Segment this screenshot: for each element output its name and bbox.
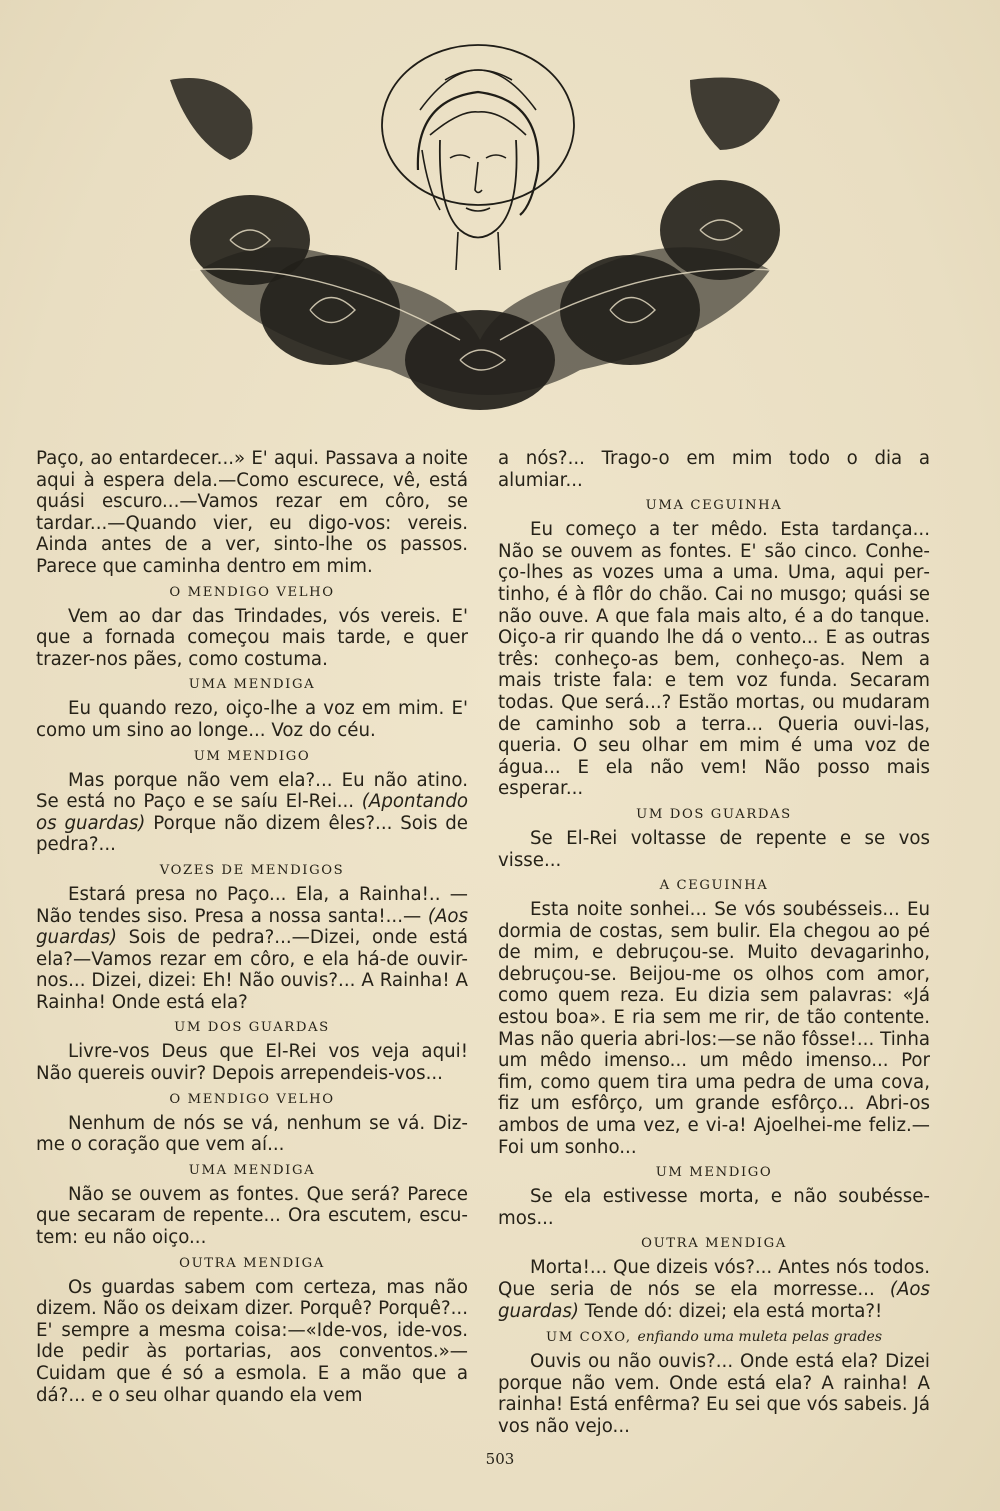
paragraph: Se ela estivesse morta, e não soubéssemos... — [498, 1186, 930, 1229]
paragraph: a nós?... Trago-o em mim todo o dia a alumiar... — [498, 448, 930, 491]
right-text-column — [498, 448, 930, 1440]
speaker-heading: UM MENDIGO — [193, 748, 311, 764]
paragraph: Vem ao dar das Trindades, vós vereis. E' que a fornada começou mais tarde, e quer trazer-nos pães, como costuma. — [36, 605, 468, 670]
paragraph: Eu começo a ter mêdo. Esta tardança... Não se ouvem as fontes. E' são cinco. Conheço-lhes as vozes uma a uma. Uma, aqui pertinho, é à flôr do chão. Cai no musgo; quási se não ouve. A que fala mais alto, é a do tanque. Oiço-a rir quando lhe dá o vento... E as outras três: conheço-as bem, conheço-as. Nem a mais triste fala: e tem voz funda. Secaram todas. Que será...? Estão mortas, ou mudaram de caminho sob a terra... Queria ouvi-las, queria. O seu olhar em mim é uma voz de água... E ela não vem! Não posso mais esperar... — [498, 519, 930, 800]
stage-direction: (Aos guardas) — [498, 1279, 930, 1322]
speaker-heading: VOZES DE MENDIGOS — [159, 862, 345, 878]
paragraph: Os guardas sabem com certeza, mas não dizem. Não os deixam dizer. Porquê? Porquê?... E' sempre a mesma coisa:—«Ide-vos, ide-vos. Ide pedir às portarias, aos conventos.»—Cuidam que é só a esmola. E a mão que a dá?... e o seu olhar quando ela vem — [36, 1276, 468, 1406]
stage-direction: enfiando uma muleta pelas grades — [637, 1329, 883, 1346]
speaker-heading: UM DOS GUARDAS — [636, 806, 792, 822]
speaker-heading: OUTRA MENDIGA — [179, 1255, 325, 1271]
speech-text: Mas porque não vem ela?... Eu não atino. Se está no Paço e se saíu El-Rei... — [36, 769, 468, 813]
left-text-column — [36, 448, 468, 1408]
speech-text: Estará presa no Paço... Ela, a Rainha!.. —Não tendes siso. Presa a nossa santa!...— — [36, 883, 468, 927]
paragraph: Esta noite sonhei... Se vós soubésseis... Eu dormia de costas, sem bulir. Ela chegou ao pé de mim, e debruçou-se. Muito devagarinho, debruçou-se. Beijou-me os olhos com amor, como quem reza. Eu dizia sem palavras: «Já estou boa». E ria sem me rir, de tão contente. Mas não queria abri-los:—se não fôsse!... Tinha um mêdo imenso... um mêdo imenso... Por fim, como quem tira uma pedra de uma cova, fiz um esfôrço, um grande esfôrço... Abri-os ambos de uma vez, e vi-a! Ajoelhei-me feliz.—Foi um sonho... — [498, 899, 930, 1158]
paragraph: Ouvis ou não ouvis?... Onde está ela? Dizei porque não vem. Onde está ela? A rainha! A rainha! Está enfêrma? Eu sei que vós sabeis. Já vos não vejo... — [498, 1351, 930, 1437]
speaker-heading: UM MENDIGO — [655, 1165, 773, 1181]
paragraph — [36, 770, 468, 856]
speaker-heading: O MENDIGO VELHO — [169, 1091, 335, 1107]
speaker-heading: UM DOS GUARDAS — [174, 1020, 330, 1036]
speaker-name: UM COXO, — [545, 1330, 632, 1346]
speaker-heading — [498, 1328, 930, 1347]
speech-text: Sois de pedra?...—Dizei, onde está ela?—Vamos rezar em côro, e ela há-de ouvir-nos... Dizei, dizei: Eh! Não ouvis?... A Rainha! A Rainha! Onde está ela? — [36, 927, 468, 1013]
speaker-heading: OUTRA MENDIGA — [641, 1236, 787, 1252]
paragraph: Não se ouvem as fontes. Que será? Parece que secaram de repente... Ora escutem, escutem: eu não oiço... — [36, 1183, 468, 1249]
paragraph: Livre-vos Deus que El-Rei vos veja aqui! Não quereis ouvir? Depois arrependeis-vos... — [36, 1041, 468, 1085]
speaker-heading: A CEGUINHA — [659, 878, 769, 894]
speaker-heading: O MENDIGO VELHO — [169, 584, 335, 600]
speech-text: Tende dó: dizei; ela está morta?! — [578, 1300, 883, 1322]
paragraph — [36, 884, 468, 1014]
paragraph: Eu quando rezo, oiço-lhe a voz em mim. E' como um sino ao longe... Voz do céu. — [36, 698, 468, 741]
paragraph: Se El-Rei voltasse de repente e se vos visse... — [498, 827, 930, 871]
paragraph — [498, 1257, 930, 1322]
speech-text: Porque não dizem êles?... Sois de pedra?... — [36, 812, 468, 856]
stage-direction: (Apontando os guardas) — [36, 791, 468, 834]
speaker-heading: UMA MENDIGA — [188, 1162, 316, 1178]
speaker-heading: UMA MENDIGA — [188, 677, 316, 693]
stage-direction: (Aos guardas) — [36, 905, 468, 949]
haloed-woman-with-roses-icon — [160, 40, 800, 430]
page-number: 503 — [485, 1450, 515, 1468]
speech-text: Morta!... Que dizeis vós?... Antes nós todos. Que seria de nós se ela morresse... — [498, 1257, 930, 1300]
speaker-heading: UMA CEGUINHA — [645, 498, 783, 514]
paragraph: Paço, ao entardecer...» E' aqui. Passava a noite aqui à espera dela.—Como escurece, vê, está quási escuro...—Vamos rezar em côro, se tardar...—Quando vier, eu digo-vos: vereis. Ainda antes de a ver, sinto-lhe os passos. Parece que caminha dentro em mim. — [36, 448, 468, 577]
paragraph: Nenhum de nós se vá, nenhum se vá. Dizme o coração que vem aí... — [36, 1112, 468, 1156]
